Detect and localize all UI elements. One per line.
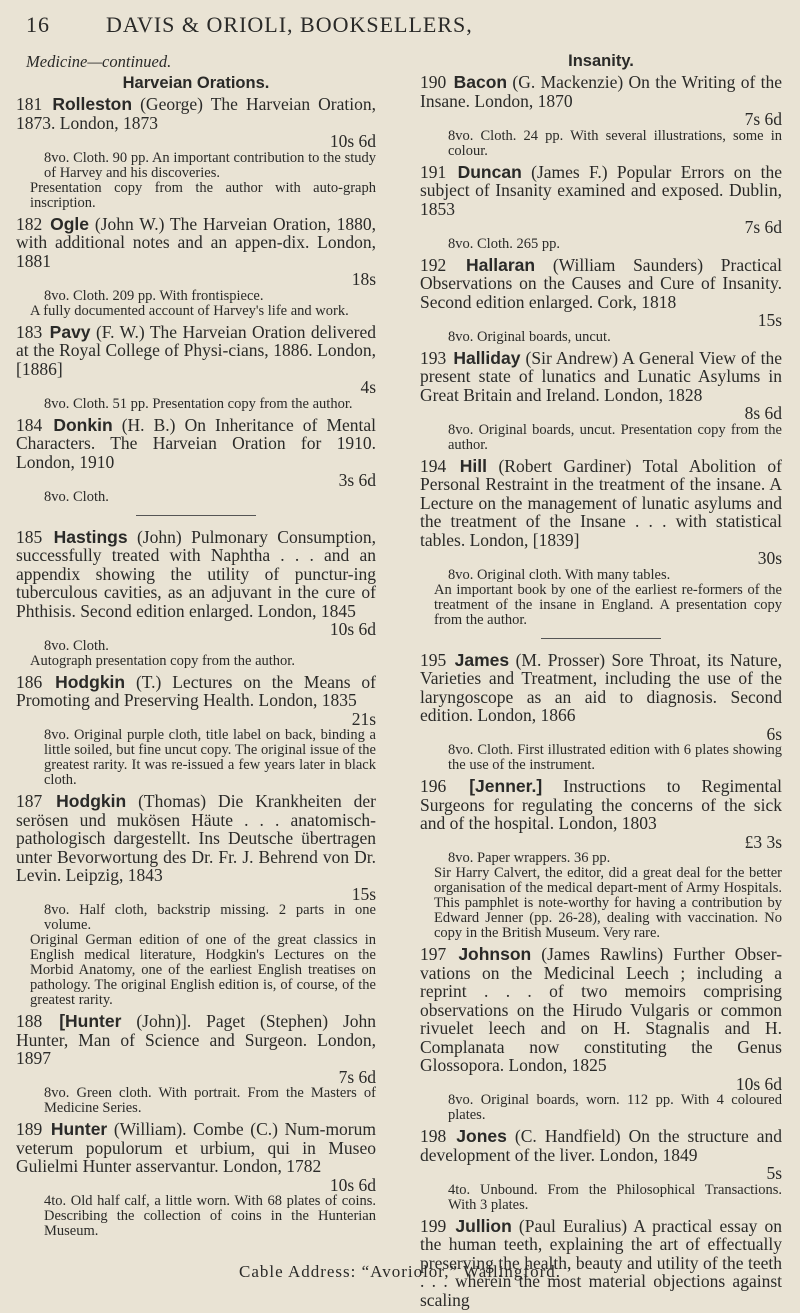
entry-number: 198 xyxy=(420,1126,447,1146)
entry-number: 196 xyxy=(420,776,447,796)
author-name: Hill xyxy=(459,455,487,476)
author-name: [Hunter xyxy=(59,1011,122,1031)
catalogue-entry xyxy=(16,323,376,412)
entry-description: 8vo. Original boards, uncut. xyxy=(448,328,611,345)
entry-main-text: Instructions to Regimental Surgeons for regulating the concerns of the sick and of the hospital. London, 1803 xyxy=(420,776,782,833)
entry-description: 8vo. Cloth. 51 pp. Presentation copy from the author. xyxy=(44,395,353,412)
entry-number: 184 xyxy=(16,414,43,435)
entry-title xyxy=(420,777,782,833)
price: 10s 6d xyxy=(735,1073,782,1094)
entry-main-text: (T.) Lectures on the Means of Promoting and Preserving Health. London, 1835 xyxy=(16,671,377,710)
entry-number: 187 xyxy=(16,791,43,811)
entry-description: 8vo. Cloth. 265 pp. xyxy=(448,235,560,252)
entry-number: 181 xyxy=(16,94,43,114)
left-column xyxy=(16,52,376,1243)
price-line xyxy=(16,1176,376,1195)
entry-description: 8vo. Original purple cloth, title label on back, binding a little soiled, but fine uncut copy. The original issue of the greatest rarity. It was re-issued a few years later in black cloth. xyxy=(44,727,376,788)
entry-number: 182 xyxy=(16,213,43,234)
entry-title xyxy=(420,73,782,110)
catalogue-entry xyxy=(16,1120,376,1239)
entry-main-text: (C. Handfield) On the structure and development of the liver. London, 1849 xyxy=(420,1126,783,1165)
author-name: Hunter xyxy=(50,1119,108,1139)
author-name: Johnson xyxy=(458,944,532,964)
entry-description: 4to. Unbound. From the Philosophical Transactions. With 3 plates. xyxy=(448,1181,782,1213)
right-entries xyxy=(420,73,782,1309)
price-line xyxy=(16,620,376,639)
cable-address-footer: Cable Address: “Avoriolor,” Wallingford. xyxy=(238,1262,561,1281)
entry-number: 199 xyxy=(420,1215,447,1236)
author-name: Ogle xyxy=(50,213,90,234)
catalogue-entry xyxy=(420,945,782,1123)
price-line xyxy=(16,270,376,289)
entry-description: 8vo. Original cloth. With many tables. xyxy=(448,566,671,583)
price: 15s xyxy=(757,310,782,330)
entry-description: 8vo. Cloth. 90 pp. An important contribution to the study of Harvey and his discoveries. xyxy=(44,149,376,181)
entry-title xyxy=(16,95,376,132)
author-name: Jones xyxy=(456,1126,507,1146)
price-line xyxy=(420,1075,782,1094)
entry-title xyxy=(16,1120,376,1176)
entry-description: 8vo. Cloth. 24 pp. With several illustrations, some in colour. xyxy=(448,127,782,159)
author-name: Hallaran xyxy=(466,254,536,275)
entry-note: Sir Harry Calvert, the editor, did a great deal for the better organisation of the medical depart-ment of Army Hospitals. This pamphlet is note-worthy for having a contribution by Edward Jenner (pp. 26-28), dealing with vaccination. No copy in the British Museum. Very rare. xyxy=(434,865,782,941)
continued-heading: Medicine—continued. xyxy=(26,52,172,71)
entry-main-text: (Paul Euralius) A practical essay on the human teeth, explaining the art of effectually preserving the health, beauty and utility of the teeth . . . wherein the most material objections against scaling xyxy=(420,1215,783,1310)
author-name: Halliday xyxy=(453,347,521,368)
entry-main-text: (William). Combe (C.) Num-morum veterum populorum et urbium, qui in Museo Gulielmi Hunter asservantur. London, 1782 xyxy=(16,1119,376,1176)
catalogue-entry xyxy=(420,457,782,628)
entry-main-text: (Sir Andrew) A General View of the present state of lunatics and Lunatic Asylums in Great Britain and Ireland. London, 1828 xyxy=(420,347,783,405)
entry-description: 8vo. Original boards, uncut. Presentation copy from the author. xyxy=(448,421,782,453)
price-line xyxy=(420,311,782,330)
entry-title xyxy=(16,1012,376,1068)
author-name: Duncan xyxy=(457,161,522,182)
entry-main-text: (Robert Gardiner) Total Abolition of Personal Restraint in the treatment of the insane. A Lecture on the management of lunatic asylums and the treatment of the Insane . . . with statistical tables. London, [1839] xyxy=(420,455,783,550)
price: 3s 6d xyxy=(338,470,376,490)
price: 10s 6d xyxy=(329,619,376,639)
entry-description: 8vo. Half cloth, backstrip missing. 2 parts in one volume. xyxy=(44,902,376,933)
entry-title xyxy=(420,651,782,725)
catalogue-entry xyxy=(16,1012,376,1116)
price-line xyxy=(16,132,376,151)
entry-title xyxy=(16,792,376,885)
author-name: James xyxy=(454,649,510,670)
entry-note: Presentation copy from the author with auto-graph inscription. xyxy=(30,179,376,211)
entry-title xyxy=(420,256,782,312)
entry-note: Original German edition of one of the great classics in English medical literature, Hodgkin's Lectures on the Morbid Anatomy, one of the earliest English treatises on pathology. The original English edition is, of course, of the greatest rarity. xyxy=(30,932,376,1008)
price-line xyxy=(420,549,782,568)
page-number: 16 xyxy=(26,12,50,37)
entry-note: A fully documented account of Harvey's life and work. xyxy=(30,302,349,319)
price-line xyxy=(420,110,782,129)
catalogue-entry xyxy=(420,1127,782,1213)
section-heading-harveian: Harveian Orations. xyxy=(122,74,270,92)
page-header xyxy=(16,12,784,42)
entry-number: 193 xyxy=(420,347,447,368)
author-name: Hastings xyxy=(53,526,128,547)
entry-description: 8vo. Paper wrappers. 36 pp. xyxy=(448,850,611,866)
catalogue-entry xyxy=(16,792,376,1008)
entry-number: 195 xyxy=(420,649,447,670)
entry-main-text: (William Saunders) Practical Observations on the Causes and Cure of Insanity. Second edition enlarged. Cork, 1818 xyxy=(420,254,783,312)
entry-note: An important book by one of the earliest re-formers of the treatment of the insane in England. A presentation copy from the author. xyxy=(434,581,782,628)
entry-main-text: (John) Pulmonary Consumption, successfully treated with Naphtha . . . and an appendix showing the utility of punctur-ing tuberculous cavities, as an adjuvant in the cure of Phthisis. Second edition enlarged. London, 1845 xyxy=(16,526,376,621)
price: 7s 6d xyxy=(338,1066,376,1087)
section-divider xyxy=(136,515,256,516)
right-column xyxy=(420,52,782,1313)
entry-title xyxy=(16,215,376,271)
price: 7s 6d xyxy=(744,109,782,129)
entry-main-text: (John W.) The Harveian Oration, 1880, with additional notes and an appen-dix. London, 1881 xyxy=(16,213,377,271)
entry-number: 194 xyxy=(420,455,447,476)
entry-main-text: (John)]. Paget (Stephen) John Hunter, Man of Science and Surgeon. London, 1897 xyxy=(16,1011,377,1068)
entry-title xyxy=(420,457,782,550)
catalogue-entry xyxy=(16,416,376,505)
entry-number: 192 xyxy=(420,254,447,275)
price-line xyxy=(420,1164,782,1183)
entry-main-text: (George) The Harveian Oration, 1873. London, 1873 xyxy=(16,94,376,133)
entry-number: 186 xyxy=(16,671,43,692)
entry-number: 189 xyxy=(16,1119,43,1139)
price: 10s 6d xyxy=(329,131,376,151)
price: 4s xyxy=(360,377,376,397)
price-line xyxy=(420,218,782,237)
price: 15s xyxy=(351,883,376,904)
left-entries xyxy=(16,95,376,1239)
entry-title xyxy=(420,163,782,219)
entry-number: 197 xyxy=(420,944,447,964)
price-line xyxy=(420,725,782,744)
catalogue-entry xyxy=(420,163,782,252)
price-line xyxy=(16,885,376,904)
entry-description: 8vo. Cloth. xyxy=(44,488,109,505)
price: 8s 6d xyxy=(744,403,782,423)
entry-main-text: (James F.) Popular Errors on the subject of Insanity examined and exposed. Dublin, 1853 xyxy=(420,161,783,219)
price: 6s xyxy=(766,723,782,744)
entry-number: 190 xyxy=(420,72,447,92)
entry-description: 8vo. Cloth. xyxy=(44,637,109,654)
entry-title xyxy=(16,416,376,472)
price: 5s xyxy=(766,1163,782,1183)
author-name: Rolleston xyxy=(52,94,133,114)
price: £3 3s xyxy=(744,831,782,852)
entry-main-text: (M. Prosser) Sore Throat, its Nature, Varieties and Treatment, including the use of the laryngoscope as an aid to diagnosis. Second edition. London, 1866 xyxy=(420,649,783,725)
entry-main-text: (G. Mackenzie) On the Writing of the Insane. London, 1870 xyxy=(420,72,783,111)
price-line xyxy=(16,378,376,397)
price-line xyxy=(16,1068,376,1087)
price: 7s 6d xyxy=(744,217,782,237)
section-heading-insanity: Insanity. xyxy=(568,52,634,70)
entry-number: 183 xyxy=(16,321,43,342)
entry-number: 191 xyxy=(420,161,447,182)
catalogue-entry xyxy=(420,256,782,345)
entry-number: 188 xyxy=(16,1011,43,1031)
catalogue-entry xyxy=(420,349,782,453)
author-name: [Jenner.] xyxy=(469,776,543,796)
section-divider xyxy=(541,638,661,639)
entry-title xyxy=(16,673,376,710)
catalogue-entry xyxy=(16,95,376,211)
author-name: Donkin xyxy=(53,414,113,435)
author-name: Hodgkin xyxy=(56,791,127,811)
price: 10s 6d xyxy=(329,1174,376,1195)
entry-title xyxy=(16,323,376,379)
price-line xyxy=(16,471,376,490)
entry-description: 8vo. Cloth. 209 pp. With frontispiece. xyxy=(44,287,264,304)
price-line xyxy=(420,833,782,852)
price: 21s xyxy=(351,708,376,729)
entry-main-text: (F. W.) The Harveian Oration delivered at the Royal College of Physi-cians, 1886. London, [1886] xyxy=(16,321,376,379)
catalogue-entry xyxy=(420,73,782,159)
catalogue-entry xyxy=(16,673,376,789)
entry-description: 8vo. Green cloth. With portrait. From the Masters of Medicine Series. xyxy=(44,1085,376,1116)
entry-number: 185 xyxy=(16,526,43,547)
entry-description: 8vo. Cloth. First illustrated edition with 6 plates showing the use of the instrument. xyxy=(448,742,782,773)
entry-main-text: (Thomas) Die Krankheiten der serösen und mukösen Häute . . . anatomisch-pathologisch dargestellt. Ins Deutsche übertragen unter Bevorwortung des Dr. Fr. J. Behrend von Dr. Levin. Leipzig, 1843 xyxy=(16,791,376,885)
price: 18s xyxy=(351,269,376,289)
entry-description: 8vo. Original boards, worn. 112 pp. With 4 coloured plates. xyxy=(448,1092,782,1123)
price-line xyxy=(420,404,782,423)
entry-note: Autograph presentation copy from the author. xyxy=(30,652,295,669)
catalogue-entry xyxy=(16,215,376,319)
entry-title xyxy=(420,349,782,405)
page-title: DAVIS & ORIOLI, BOOKSELLERS, xyxy=(106,12,473,37)
entry-title xyxy=(420,945,782,1075)
author-name: Bacon xyxy=(453,72,508,92)
author-name: Pavy xyxy=(49,321,91,342)
entry-main-text: (James Rawlins) Further Obser-vations on the Medicinal Leech ; including a reprint . . . of two memoirs comprising observations on the Hirudo Vulgaris or common rivuelet leech and on H. Stagnalis and H. Complanata now constituting the Genus Glossopora. London, 1825 xyxy=(420,944,783,1075)
entry-main-text: (H. B.) On Inheritance of Mental Characters. The Harveian Oration for 1910. London, 1910 xyxy=(16,414,377,472)
price: 30s xyxy=(757,548,782,568)
entry-description: 4to. Old half calf, a little worn. With 68 plates of coins. Describing the collection of coins in the Hunterian Museum. xyxy=(44,1193,376,1239)
entry-title xyxy=(16,528,376,621)
entry-title xyxy=(420,1127,782,1164)
catalogue-entry xyxy=(420,651,782,774)
price-line xyxy=(16,710,376,729)
catalogue-entry xyxy=(16,528,376,669)
catalogue-entry xyxy=(420,777,782,941)
author-name: Hodgkin xyxy=(55,671,126,692)
author-name: Jullion xyxy=(455,1215,512,1236)
